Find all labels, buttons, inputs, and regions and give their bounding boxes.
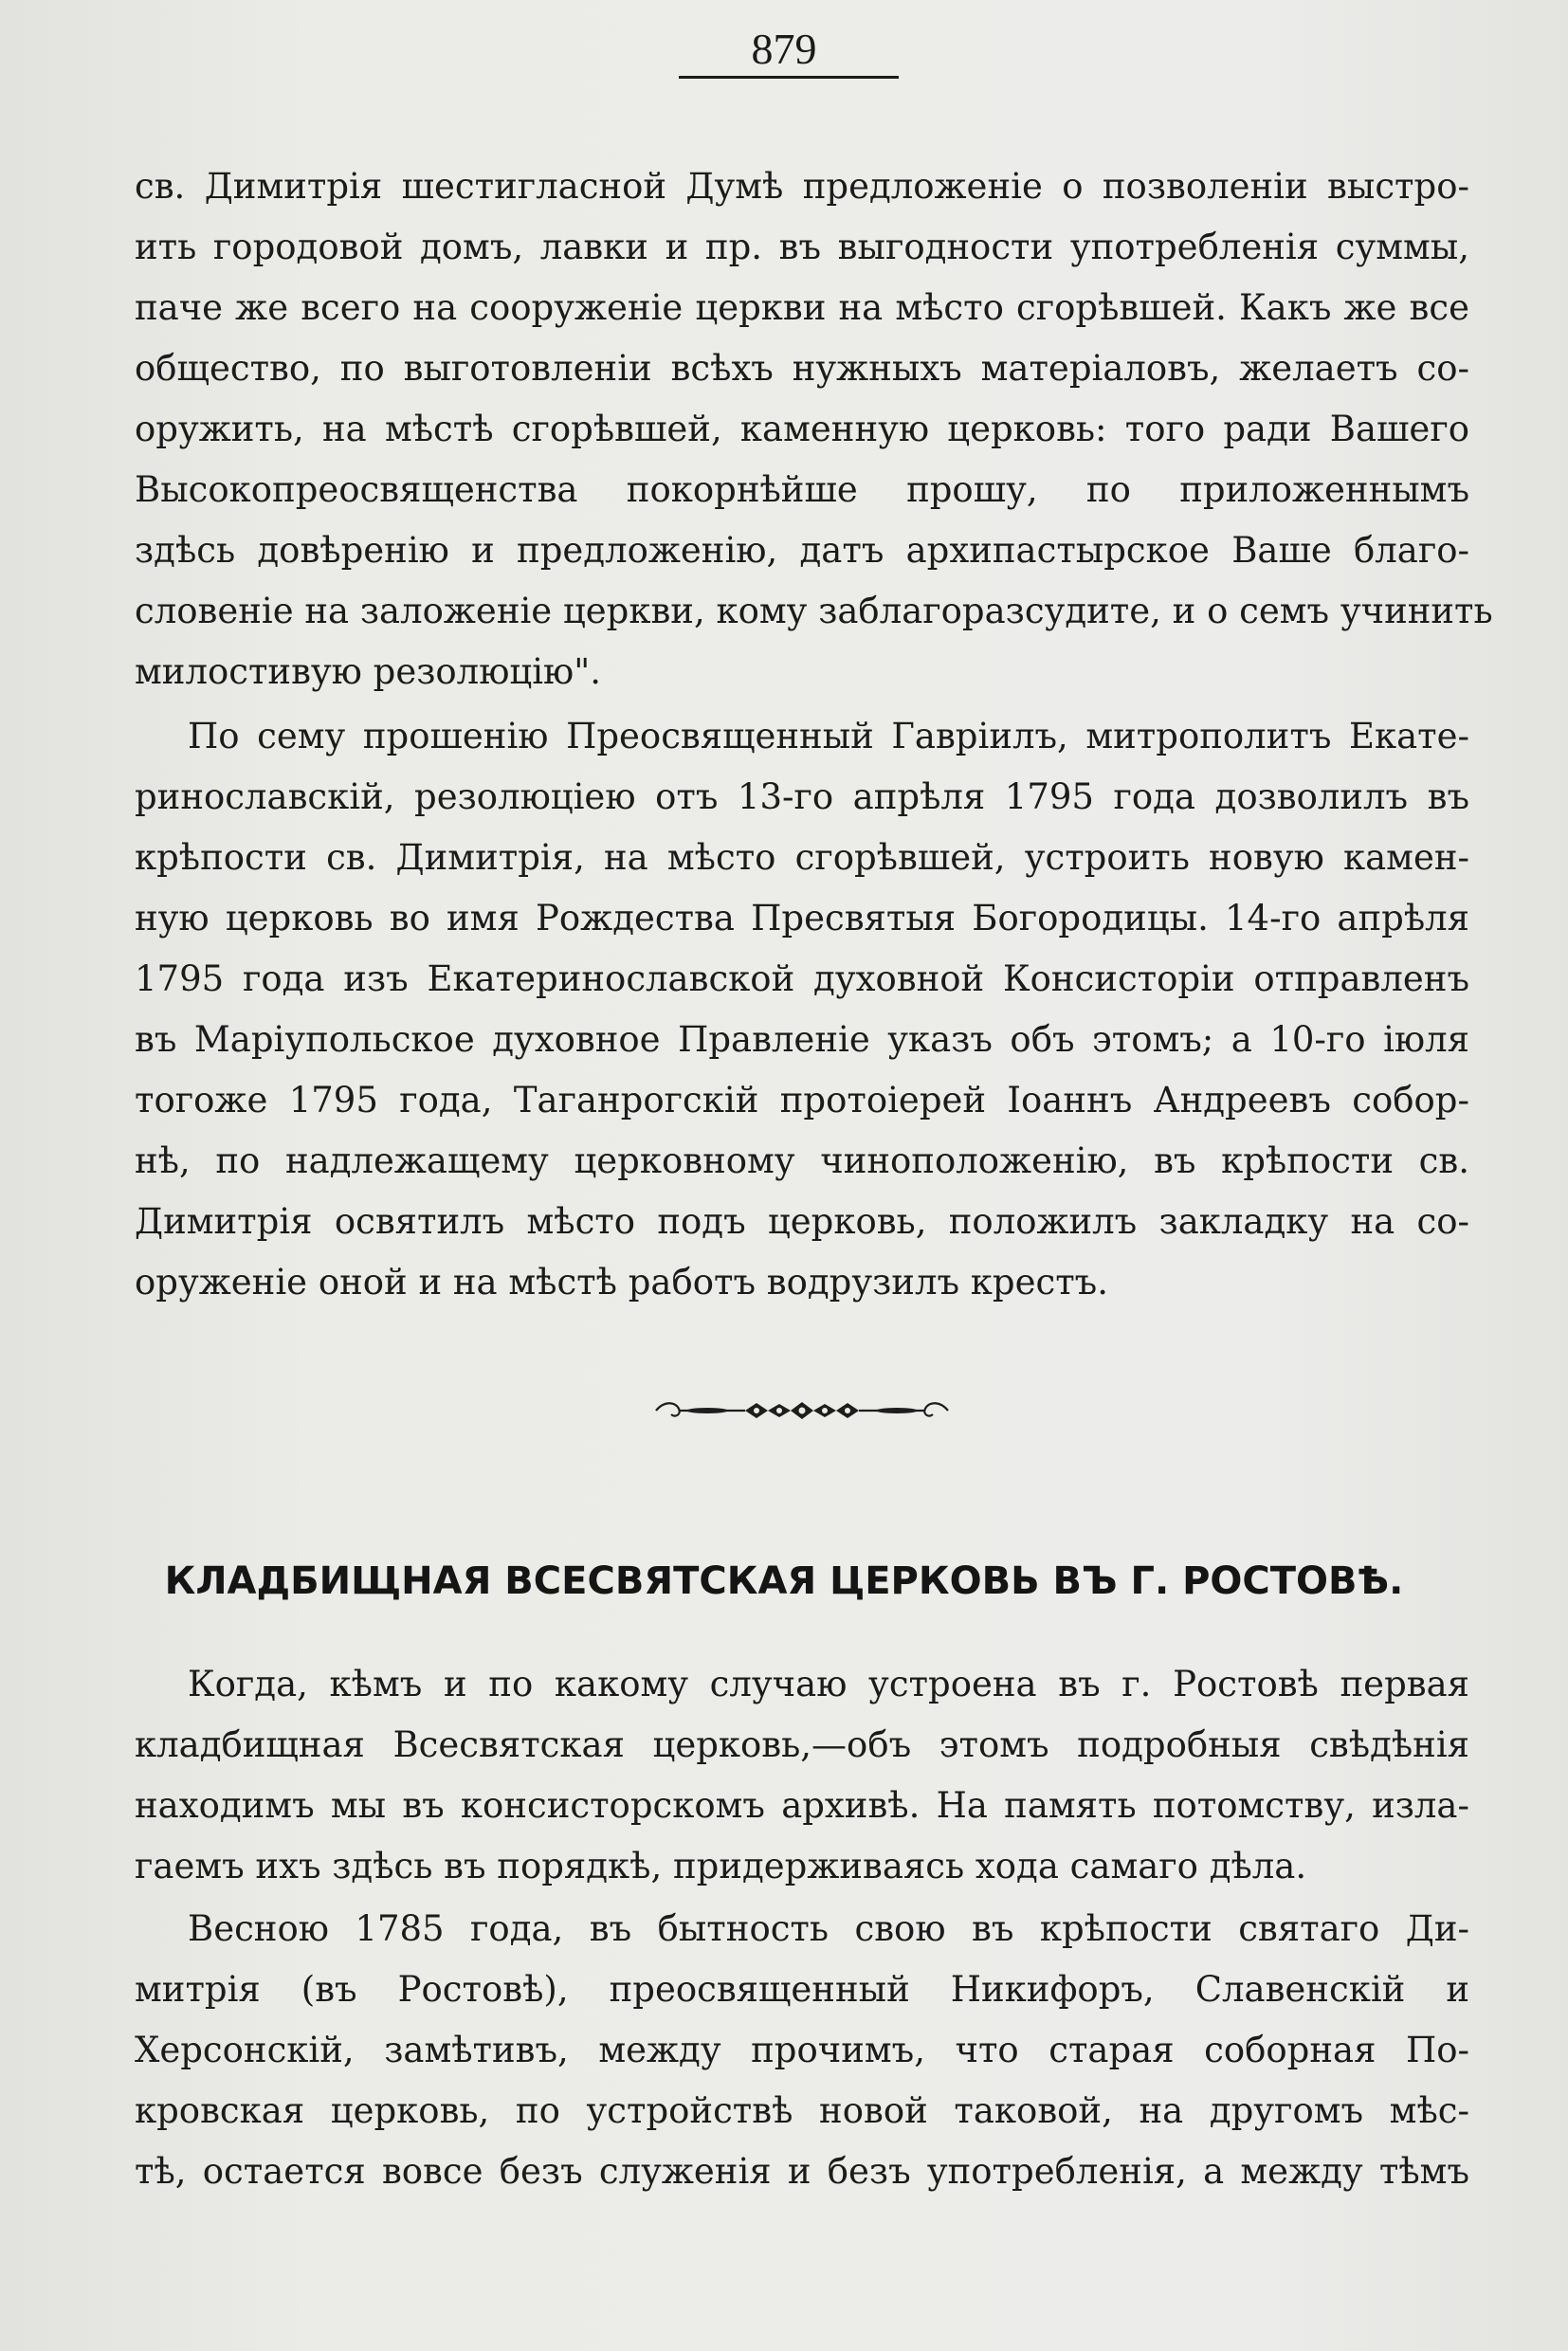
text-line: Когда, кѣмъ и по какому случаю устроена въ г. Ростовѣ первая xyxy=(188,1664,1469,1704)
text-line: общество, по выготовленіи всѣхъ нужныхъ матеріаловъ, желаетъ со- xyxy=(135,348,1469,389)
paragraph-introduction xyxy=(135,1654,1469,1897)
ornament-divider-icon xyxy=(650,1394,954,1428)
text-line: ить городовой домъ, лавки и пр. въ выгодности употребленія суммы, xyxy=(135,227,1469,267)
paragraph-petition-end xyxy=(135,156,1493,702)
text-line: Димитрія освятилъ мѣсто подъ церковь, положилъ закладку на со- xyxy=(135,1201,1469,1242)
page-number: 879 xyxy=(751,25,817,73)
text-line: По сему прошенію Преосвященный Гавріилъ, митрополитъ Екате- xyxy=(188,716,1469,756)
text-line: Херсонскій, замѣтивъ, между прочимъ, что старая соборная По- xyxy=(135,2030,1469,2070)
text-line: въ Маріупольское духовное Правленіе указъ объ этомъ; а 10-го іюля xyxy=(135,1019,1469,1060)
text-line: здѣсь довѣренію и предложенію, датъ архипастырское Ваше благо- xyxy=(135,530,1469,571)
text-line: кладбищная Всесвятская церковь,—объ этомъ подробныя свѣдѣнія xyxy=(135,1724,1469,1765)
section-title: КЛАДБИЩНАЯ ВСЕСВЯТСКАЯ ЦЕРКОВЬ ВЪ Г. РОСТОВѢ. xyxy=(164,1559,1404,1603)
text-line: паче же всего на сооруженіе церкви на мѣсто сгорѣвшей. Какъ же все xyxy=(135,287,1469,328)
text-line: ную церковь во имя Рождества Пресвятыя Богородицы. 14-го апрѣля xyxy=(135,898,1469,939)
text-line: 1795 года изъ Екатеринославской духовной Консисторіи отправленъ xyxy=(135,958,1469,999)
header-rule xyxy=(679,76,899,79)
text-line: тѣ, остается вовсе безъ служенія и безъ употребленія, а между тѣмъ xyxy=(135,2151,1469,2192)
text-line: митрія (въ Ростовѣ), преосвященный Никифоръ, Славенскій и xyxy=(135,1969,1469,2010)
text-line: милостивую резолюцію". xyxy=(135,651,602,692)
paragraph-resolution xyxy=(135,706,1469,1313)
text-line: св. Димитрія шестигласной Думѣ предложеніе о позволеніи выстро- xyxy=(135,166,1469,207)
text-line: гаемъ ихъ здѣсь въ порядкѣ, придерживаясь хода самаго дѣла. xyxy=(135,1846,1307,1886)
text-line: ринославскій, резолюціею отъ 13-го апрѣля 1795 года дозволилъ въ xyxy=(135,776,1469,817)
text-line: крѣпости св. Димитрія, на мѣсто сгорѣвшей, устроить новую камен- xyxy=(135,837,1469,878)
paragraph-history xyxy=(135,1899,1469,2202)
text-line: словеніе на заложеніе церкви, кому заблагоразсудите, и о семъ учинить xyxy=(135,591,1493,631)
text-line: Высокопреосвященства покорнѣйше прошу, по приложеннымъ xyxy=(135,469,1469,510)
text-line: находимъ мы въ консисторскомъ архивѣ. На память потомству, изла- xyxy=(135,1785,1469,1826)
text-line: оруженіе оной и на мѣстѣ работъ водрузилъ крестъ. xyxy=(135,1262,1108,1303)
text-line: Весною 1785 года, въ бытность свою въ крѣпости святаго Ди- xyxy=(188,1908,1469,1949)
text-line: тогоже 1795 года, Таганрогскій протоіерей Іоаннъ Андреевъ собор- xyxy=(135,1080,1469,1121)
text-line: кровская церковь, по устройствѣ новой таковой, на другомъ мѣс- xyxy=(135,2090,1469,2131)
text-line: нѣ, по надлежащему церковному чиноположенію, въ крѣпости св. xyxy=(135,1140,1469,1181)
text-line: оружить, на мѣстѣ сгорѣвшей, каменную церковь: того ради Вашего xyxy=(135,409,1469,449)
